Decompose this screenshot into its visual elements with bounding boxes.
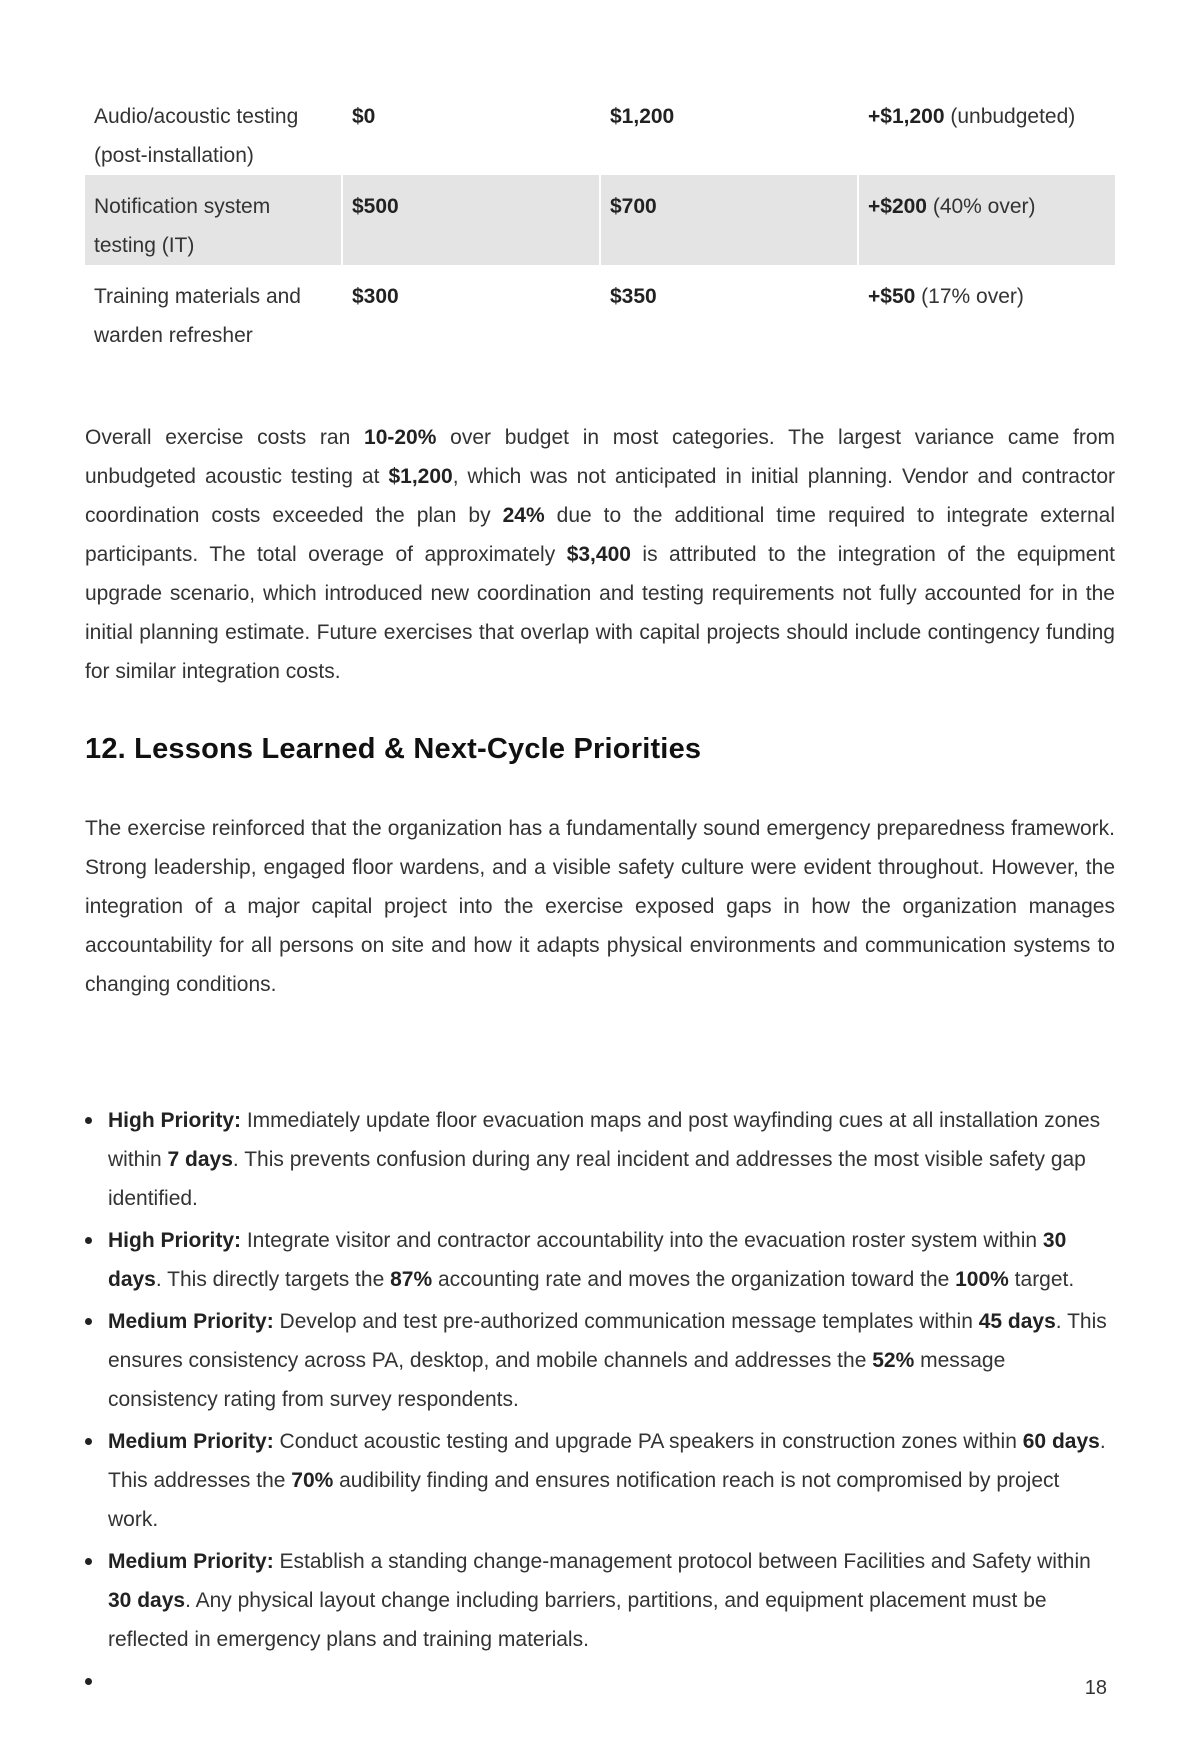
table-cell-actual: $1,200 [610, 105, 675, 128]
list-item: High Priority: Integrate visitor and contractor accountability into the evacuation roster system within 30 days. This directly targets the 87% accounting rate and moves the organization toward the 100% target. [108, 1229, 1075, 1291]
list-item-empty [85, 1662, 1115, 1701]
section-intro-paragraph: The exercise reinforced that the organization has a fundamentally sound emergency preparedness framework. Strong leadership, engaged floor wardens, and a visible safety culture were evident throughout. However, the integration of a major capital project into the exercise exposed gaps in how the organization manages accountability for all persons on site and how it adapts physical environments and communication systems to changing conditions. [85, 817, 1115, 996]
list-item: Medium Priority: Conduct acoustic testing and upgrade PA speakers in construction zones within 60 days. This addresses the 70% audibility finding and ensures notification reach is not compromised by project work. [108, 1430, 1106, 1531]
table-cell-actual: $700 [601, 175, 857, 265]
table-cell-item: Training materials and warden refresher [94, 285, 301, 347]
table-cell-item: Notification system testing (IT) [85, 175, 341, 265]
section-heading: 12. Lessons Learned & Next-Cycle Priorities [85, 733, 702, 765]
list-item: High Priority: Immediately update floor evacuation maps and post wayfinding cues at all installation zones within 7 days. This prevents confusion during any real incident and addresses the most visible safety gap identified. [108, 1109, 1101, 1210]
priorities-list [85, 1101, 1115, 1704]
budget-variance-table [83, 85, 1117, 355]
table-cell-variance: +$50 (17% over) [868, 285, 1024, 308]
document-page [85, 85, 1115, 1651]
page-number: 18 [1084, 1677, 1107, 1699]
table-cell-budget: $0 [352, 105, 376, 128]
budget-summary-paragraph: Overall exercise costs ran 10-20% over budget in most categories. The largest variance came from unbudgeted acoustic testing at $1,200, which was not anticipated in initial planning. Vendor and contractor coordination costs exceeded the plan by 24% due to the additional time required to integrate external participants. The total overage of approximately $3,400 is attributed to the integration of the equipment upgrade scenario, which introduced new coordination and testing requirements not fully accounted for in the initial planning estimate. Future exercises that overlap with capital projects should include contingency funding for similar integration costs. [85, 426, 1115, 683]
table-cell-actual: $350 [610, 285, 657, 308]
table-cell-variance: +$200 (40% over) [859, 175, 1115, 265]
table-cell-budget: $300 [352, 285, 399, 308]
table-row [85, 175, 1115, 265]
table-cell-item: Audio/acoustic testing (post-installation) [94, 105, 299, 167]
list-item: Medium Priority: Establish a standing change-management protocol between Facilities and Safety within 30 days. Any physical layout change including barriers, partitions, and equipment placement must be reflected in emergency plans and training materials. [108, 1550, 1091, 1651]
table-cell-budget: $500 [343, 175, 599, 265]
table-cell-variance: +$1,200 (unbudgeted) [868, 105, 1076, 128]
table-row [85, 265, 1115, 355]
table-row [85, 85, 1115, 175]
list-item: Medium Priority: Develop and test pre-authorized communication message templates within 45 days. This ensures consistency across PA, desktop, and mobile channels and addresses the 52% message consistency rating from survey respondents. [108, 1310, 1107, 1411]
